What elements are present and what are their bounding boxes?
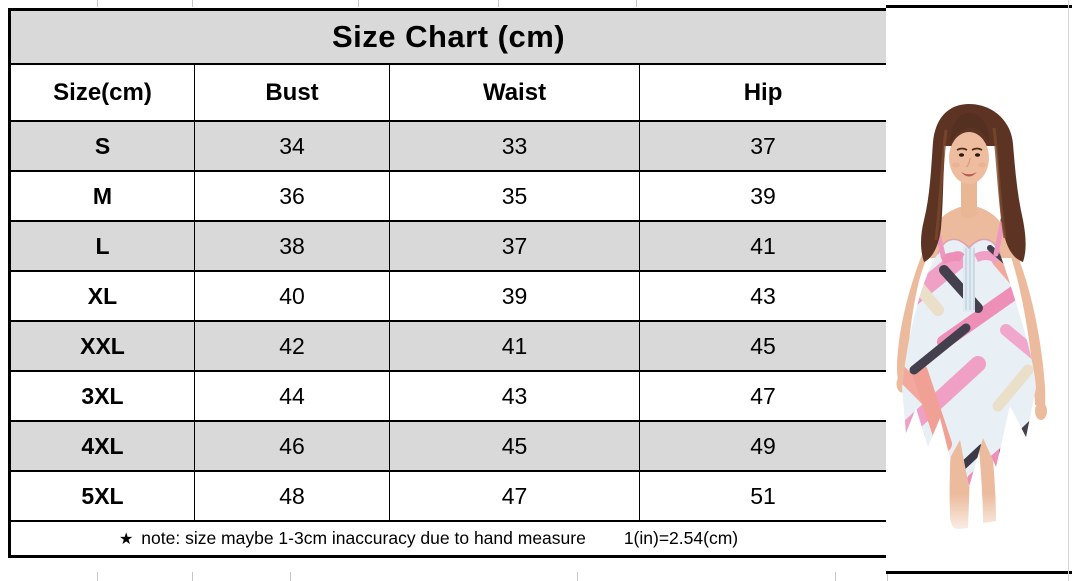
- bust-value: 42: [195, 321, 390, 371]
- product-photo: [886, 5, 1072, 574]
- gridline-tick: [636, 0, 637, 7]
- column-header-size: Size(cm): [10, 64, 195, 121]
- bust-value: 44: [195, 371, 390, 421]
- gridline-tick: [498, 0, 499, 7]
- inch-conversion-text: 1(in)=2.54(cm): [623, 528, 739, 548]
- table-row: [10, 421, 888, 471]
- hip-value: 37: [640, 121, 888, 171]
- hip-value: 49: [640, 421, 888, 471]
- note-text: note: size maybe 1-3cm inaccuracy due to hand measure: [141, 528, 586, 548]
- table-row: [10, 371, 888, 421]
- table-title: Size Chart (cm): [10, 10, 888, 65]
- header-row: [10, 64, 888, 121]
- table-row: [10, 171, 888, 221]
- hip-value: 41: [640, 221, 888, 271]
- note-row: [10, 521, 888, 557]
- column-header-hip: Hip: [640, 64, 888, 121]
- gridline-tick: [192, 572, 193, 581]
- row-size-label: M: [10, 171, 195, 221]
- gridline-tick: [290, 572, 291, 581]
- hip-value: 45: [640, 321, 888, 371]
- row-size-label: XXL: [10, 321, 195, 371]
- gridline-tick: [192, 0, 193, 7]
- title-row: [10, 10, 888, 65]
- bust-value: 46: [195, 421, 390, 471]
- swim-dress: [886, 226, 1072, 501]
- row-size-label: 4XL: [10, 421, 195, 471]
- gridline-tick: [97, 0, 98, 7]
- table-row: [10, 121, 888, 171]
- column-header-bust: Bust: [195, 64, 390, 121]
- column-header-waist: Waist: [390, 64, 640, 121]
- gridline-tick: [835, 572, 836, 581]
- bust-value: 40: [195, 271, 390, 321]
- row-size-label: XL: [10, 271, 195, 321]
- hip-value: 47: [640, 371, 888, 421]
- waist-value: 33: [390, 121, 640, 171]
- model-illustration: [886, 8, 1072, 571]
- gridline-tick: [358, 0, 359, 7]
- waist-value: 41: [390, 321, 640, 371]
- waist-value: 47: [390, 471, 640, 521]
- table-row: [10, 221, 888, 271]
- row-size-label: 5XL: [10, 471, 195, 521]
- photo-fade: [931, 494, 1021, 542]
- star-icon: ★: [118, 530, 134, 548]
- row-size-label: 3XL: [10, 371, 195, 421]
- waist-value: 35: [390, 171, 640, 221]
- bust-value: 36: [195, 171, 390, 221]
- waist-value: 39: [390, 271, 640, 321]
- table-row: [10, 271, 888, 321]
- hip-value: 39: [640, 171, 888, 221]
- gridline-vertical: [1068, 0, 1069, 581]
- hip-value: 43: [640, 271, 888, 321]
- row-size-label: S: [10, 121, 195, 171]
- measure-note: [0, 528, 866, 549]
- waist-value: 37: [390, 221, 640, 271]
- row-size-label: L: [10, 221, 195, 271]
- waist-value: 43: [390, 371, 640, 421]
- bust-value: 38: [195, 221, 390, 271]
- table-row: [10, 321, 888, 371]
- model-face: [949, 113, 989, 184]
- bust-value: 48: [195, 471, 390, 521]
- size-chart-table: [8, 8, 889, 558]
- waist-value: 45: [390, 421, 640, 471]
- hip-value: 51: [640, 471, 888, 521]
- table-row: [10, 471, 888, 521]
- gridline-tick: [97, 572, 98, 581]
- gridline-tick: [577, 572, 578, 581]
- bust-value: 34: [195, 121, 390, 171]
